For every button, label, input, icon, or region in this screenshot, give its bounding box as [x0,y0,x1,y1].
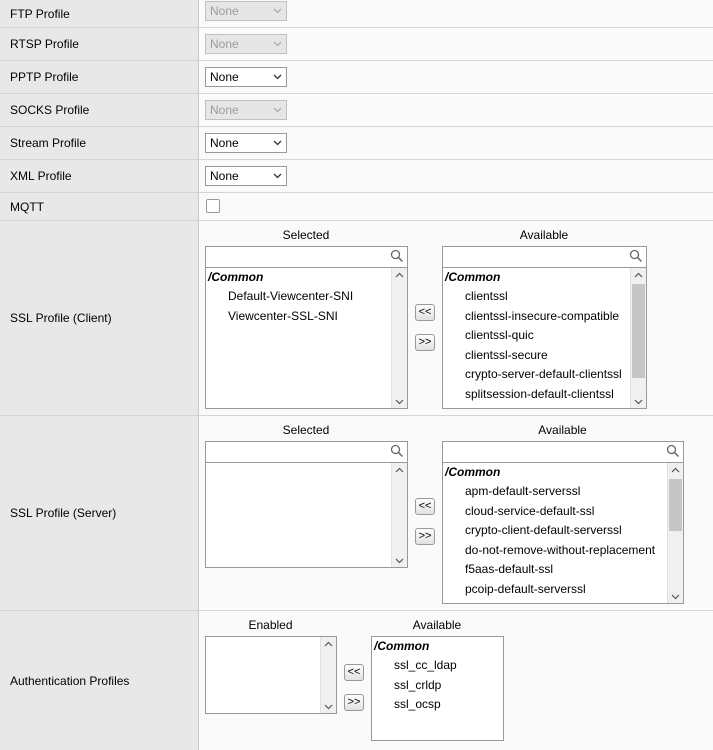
arrow-down-icon[interactable] [631,394,646,408]
stream-profile-value: None [210,136,239,150]
mqtt-label: MQTT [0,193,199,220]
move-left-button[interactable]: << [415,498,435,515]
scrollbar[interactable] [391,268,407,408]
ssl-server-available-list [443,463,667,603]
scrollbar[interactable] [630,268,646,408]
chevron-down-icon [273,39,282,48]
arrow-up-icon[interactable] [668,463,683,477]
rtsp-profile-value: None [210,37,239,51]
ssl-server-row [0,416,713,611]
socks-profile-label: SOCKS Profile [0,94,199,126]
stream-profile-row [0,127,713,160]
pptp-profile-value: None [210,70,239,84]
move-right-button[interactable]: >> [344,694,364,711]
list-item[interactable]: splitsession-default-clientssl [465,386,614,401]
scrollbar[interactable] [320,637,336,713]
ftp-profile-select [205,1,287,21]
search-icon [629,249,643,263]
auth-available-list [372,637,503,740]
arrow-down-icon[interactable] [392,553,407,567]
list-item[interactable]: pcoip-default-serverssl [465,581,586,596]
arrow-up-icon[interactable] [392,268,407,282]
ftp-profile-label: FTP Profile [0,0,199,27]
list-item[interactable]: ssl_ocsp [394,697,441,712]
list-item[interactable]: apm-default-serverssl [465,484,581,498]
ssl-client-available-header: Available [519,228,569,242]
xml-profile-label: XML Profile [0,160,199,192]
arrow-up-icon[interactable] [321,637,336,651]
list-item[interactable]: crypto-client-default-serverssl [465,523,622,538]
ssl-server-available-search-input[interactable] [443,442,683,463]
list-group-header: /Common [374,639,430,653]
search-icon [666,444,680,458]
xml-profile-value: None [210,169,239,183]
chevron-down-icon [273,105,282,114]
search-icon [390,249,404,263]
mqtt-checkbox[interactable] [206,199,220,213]
ftp-profile-row [0,0,713,28]
scrollbar[interactable] [391,463,407,567]
ssl-client-available-listbox[interactable] [442,246,647,409]
ssl-client-selected-header: Selected [282,228,330,242]
ssl-client-label: SSL Profile (Client) [0,221,199,415]
scrollbar[interactable] [667,463,683,603]
rtsp-profile-row [0,28,713,61]
search-icon [390,444,404,458]
list-item[interactable]: Viewcenter-SSL-SNI [228,308,338,323]
ssl-client-selected-list [206,268,391,408]
ssl-client-row [0,221,713,416]
list-item[interactable]: clientssl-quic [465,328,534,343]
list-item[interactable]: clientssl [465,289,508,303]
list-group-header: /Common [208,270,264,284]
move-left-button[interactable]: << [415,304,435,321]
pptp-profile-row [0,61,713,94]
arrow-down-icon[interactable] [392,394,407,408]
move-left-button[interactable]: << [344,664,364,681]
list-group-header: /Common [445,465,501,479]
stream-profile-label: Stream Profile [0,127,199,159]
chevron-down-icon [273,6,282,15]
list-item[interactable]: f5aas-default-ssl [465,562,554,577]
chevron-down-icon [273,72,282,81]
list-item[interactable]: cloud-service-default-ssl [465,503,595,518]
list-item[interactable]: clientssl-insecure-compatible [465,308,620,323]
list-item[interactable]: crypto-server-default-clientssl [465,367,622,382]
socks-profile-row [0,94,713,127]
xml-profile-row [0,160,713,193]
move-right-button[interactable]: >> [415,528,435,545]
arrow-up-icon[interactable] [631,268,646,282]
list-item[interactable]: do-not-remove-without-replacement [465,542,656,557]
scrollbar-thumb[interactable] [669,479,682,531]
ssl-client-selected-search-input[interactable] [206,247,407,268]
chevron-down-icon [273,138,282,147]
mqtt-row [0,193,713,221]
scrollbar-thumb[interactable] [632,284,645,378]
socks-profile-value: None [210,103,239,117]
auth-enabled-header: Enabled [248,618,293,632]
auth-profiles-row [0,611,713,750]
ssl-server-selected-search-input[interactable] [206,442,407,463]
pptp-profile-label: PPTP Profile [0,61,199,93]
list-group-header: /Common [445,270,501,284]
ssl-server-selected-listbox[interactable] [205,441,408,568]
rtsp-profile-select [205,34,287,54]
list-item[interactable]: Default-Viewcenter-SNI [228,289,354,303]
auth-enabled-listbox[interactable] [205,636,337,714]
list-item[interactable]: ssl_crldp [394,677,442,692]
auth-available-listbox[interactable] [371,636,504,741]
stream-profile-select[interactable] [205,133,287,153]
ssl-client-selected-listbox[interactable] [205,246,408,409]
list-item[interactable]: ssl_cc_ldap [394,658,457,672]
auth-profiles-label: Authentication Profiles [0,611,199,750]
auth-available-header: Available [412,618,462,632]
ssl-server-label: SSL Profile (Server) [0,416,199,610]
arrow-down-icon[interactable] [668,589,683,603]
rtsp-profile-label: RTSP Profile [0,28,199,60]
arrow-down-icon[interactable] [321,699,336,713]
ftp-profile-value: None [210,4,239,18]
pptp-profile-select[interactable] [205,67,287,87]
move-right-button[interactable]: >> [415,334,435,351]
ssl-client-available-list [443,268,630,408]
ssl-server-available-header: Available [538,423,587,437]
ssl-client-available-search-input[interactable] [443,247,646,268]
chevron-down-icon [273,171,282,180]
ssl-server-selected-header: Selected [282,423,330,437]
list-item[interactable]: clientssl-secure [465,347,548,362]
socks-profile-select [205,100,287,120]
arrow-up-icon[interactable] [392,463,407,477]
ssl-server-available-listbox[interactable] [442,441,684,604]
xml-profile-select[interactable] [205,166,287,186]
